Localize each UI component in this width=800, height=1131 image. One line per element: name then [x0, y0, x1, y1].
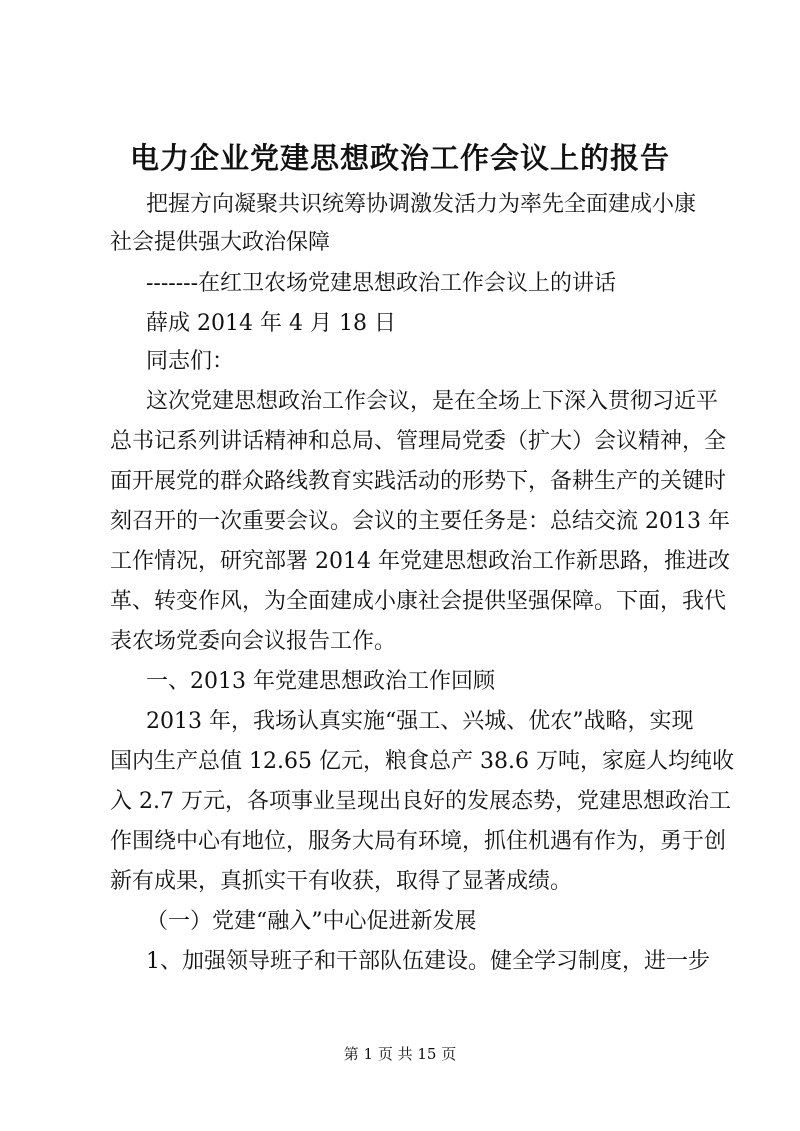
paragraph-1-line-1: 这次党建思想政治工作会议，是在全场上下深入贯彻习近平	[146, 389, 719, 414]
salutation: 同志们：	[146, 349, 235, 374]
paragraph-1-line-3: 面开展党的群众路线教育实践活动的形势下，备耕生产的关键时	[110, 469, 727, 494]
subtitle-line-2: 社会提供强大政治保障	[110, 230, 331, 255]
paragraph-1-line-7: 表农场党委向会议报告工作。	[110, 629, 397, 654]
paragraph-2-line-5: 新有成果，真抓实干有收获，取得了显著成绩。	[110, 869, 573, 894]
paragraph-1-line-6: 革、转变作风，为全面建成小康社会提供坚强保障。下面，我代	[110, 589, 727, 614]
subtitle-line-1: 把握方向凝聚共识统筹协调激发活力为率先全面建成小康	[146, 192, 697, 217]
subsection-heading-1: （一）党建“融入”中心促进新发展	[146, 909, 477, 934]
page-number-footer: 第 1 页 共 15 页	[343, 1045, 457, 1063]
paragraph-2-line-4: 作围绕中心有地位，服务大局有环境，抓住机遇有作为，勇于创	[110, 829, 727, 854]
paragraph-2-line-3: 入 2.7 万元，各项事业呈现出良好的发展态势，党建思想政治工	[110, 789, 731, 814]
section-heading-1: 一、2013 年党建思想政治工作回顾	[146, 669, 495, 694]
paragraph-2-line-2: 国内生产总值 12.65 亿元，粮食总产 38.6 万吨，家庭人均纯收	[110, 749, 734, 774]
paragraph-3-line-1: 1、加强领导班子和干部队伍建设。健全学习制度，进一步	[146, 949, 710, 974]
page-title: 电力企业党建思想政治工作会议上的报告	[129, 141, 670, 175]
paragraph-1-line-5: 工作情况，研究部署 2014 年党建思想政治工作新思路，推进改	[110, 549, 730, 574]
author-date-line: 薛成 2014 年 4 月 18 日	[146, 311, 396, 336]
paragraph-1-line-4: 刻召开的一次重要会议。会议的主要任务是：总结交流 2013 年	[110, 509, 730, 534]
paragraph-1-line-2: 总书记系列讲话精神和总局、管理局党委（扩大）会议精神，全	[110, 429, 727, 454]
speech-occasion-line: -------在红卫农场党建思想政治工作会议上的讲话	[146, 271, 617, 296]
paragraph-2-line-1: 2013 年，我场认真实施“强工、兴城、优农”战略，实现	[146, 709, 694, 734]
